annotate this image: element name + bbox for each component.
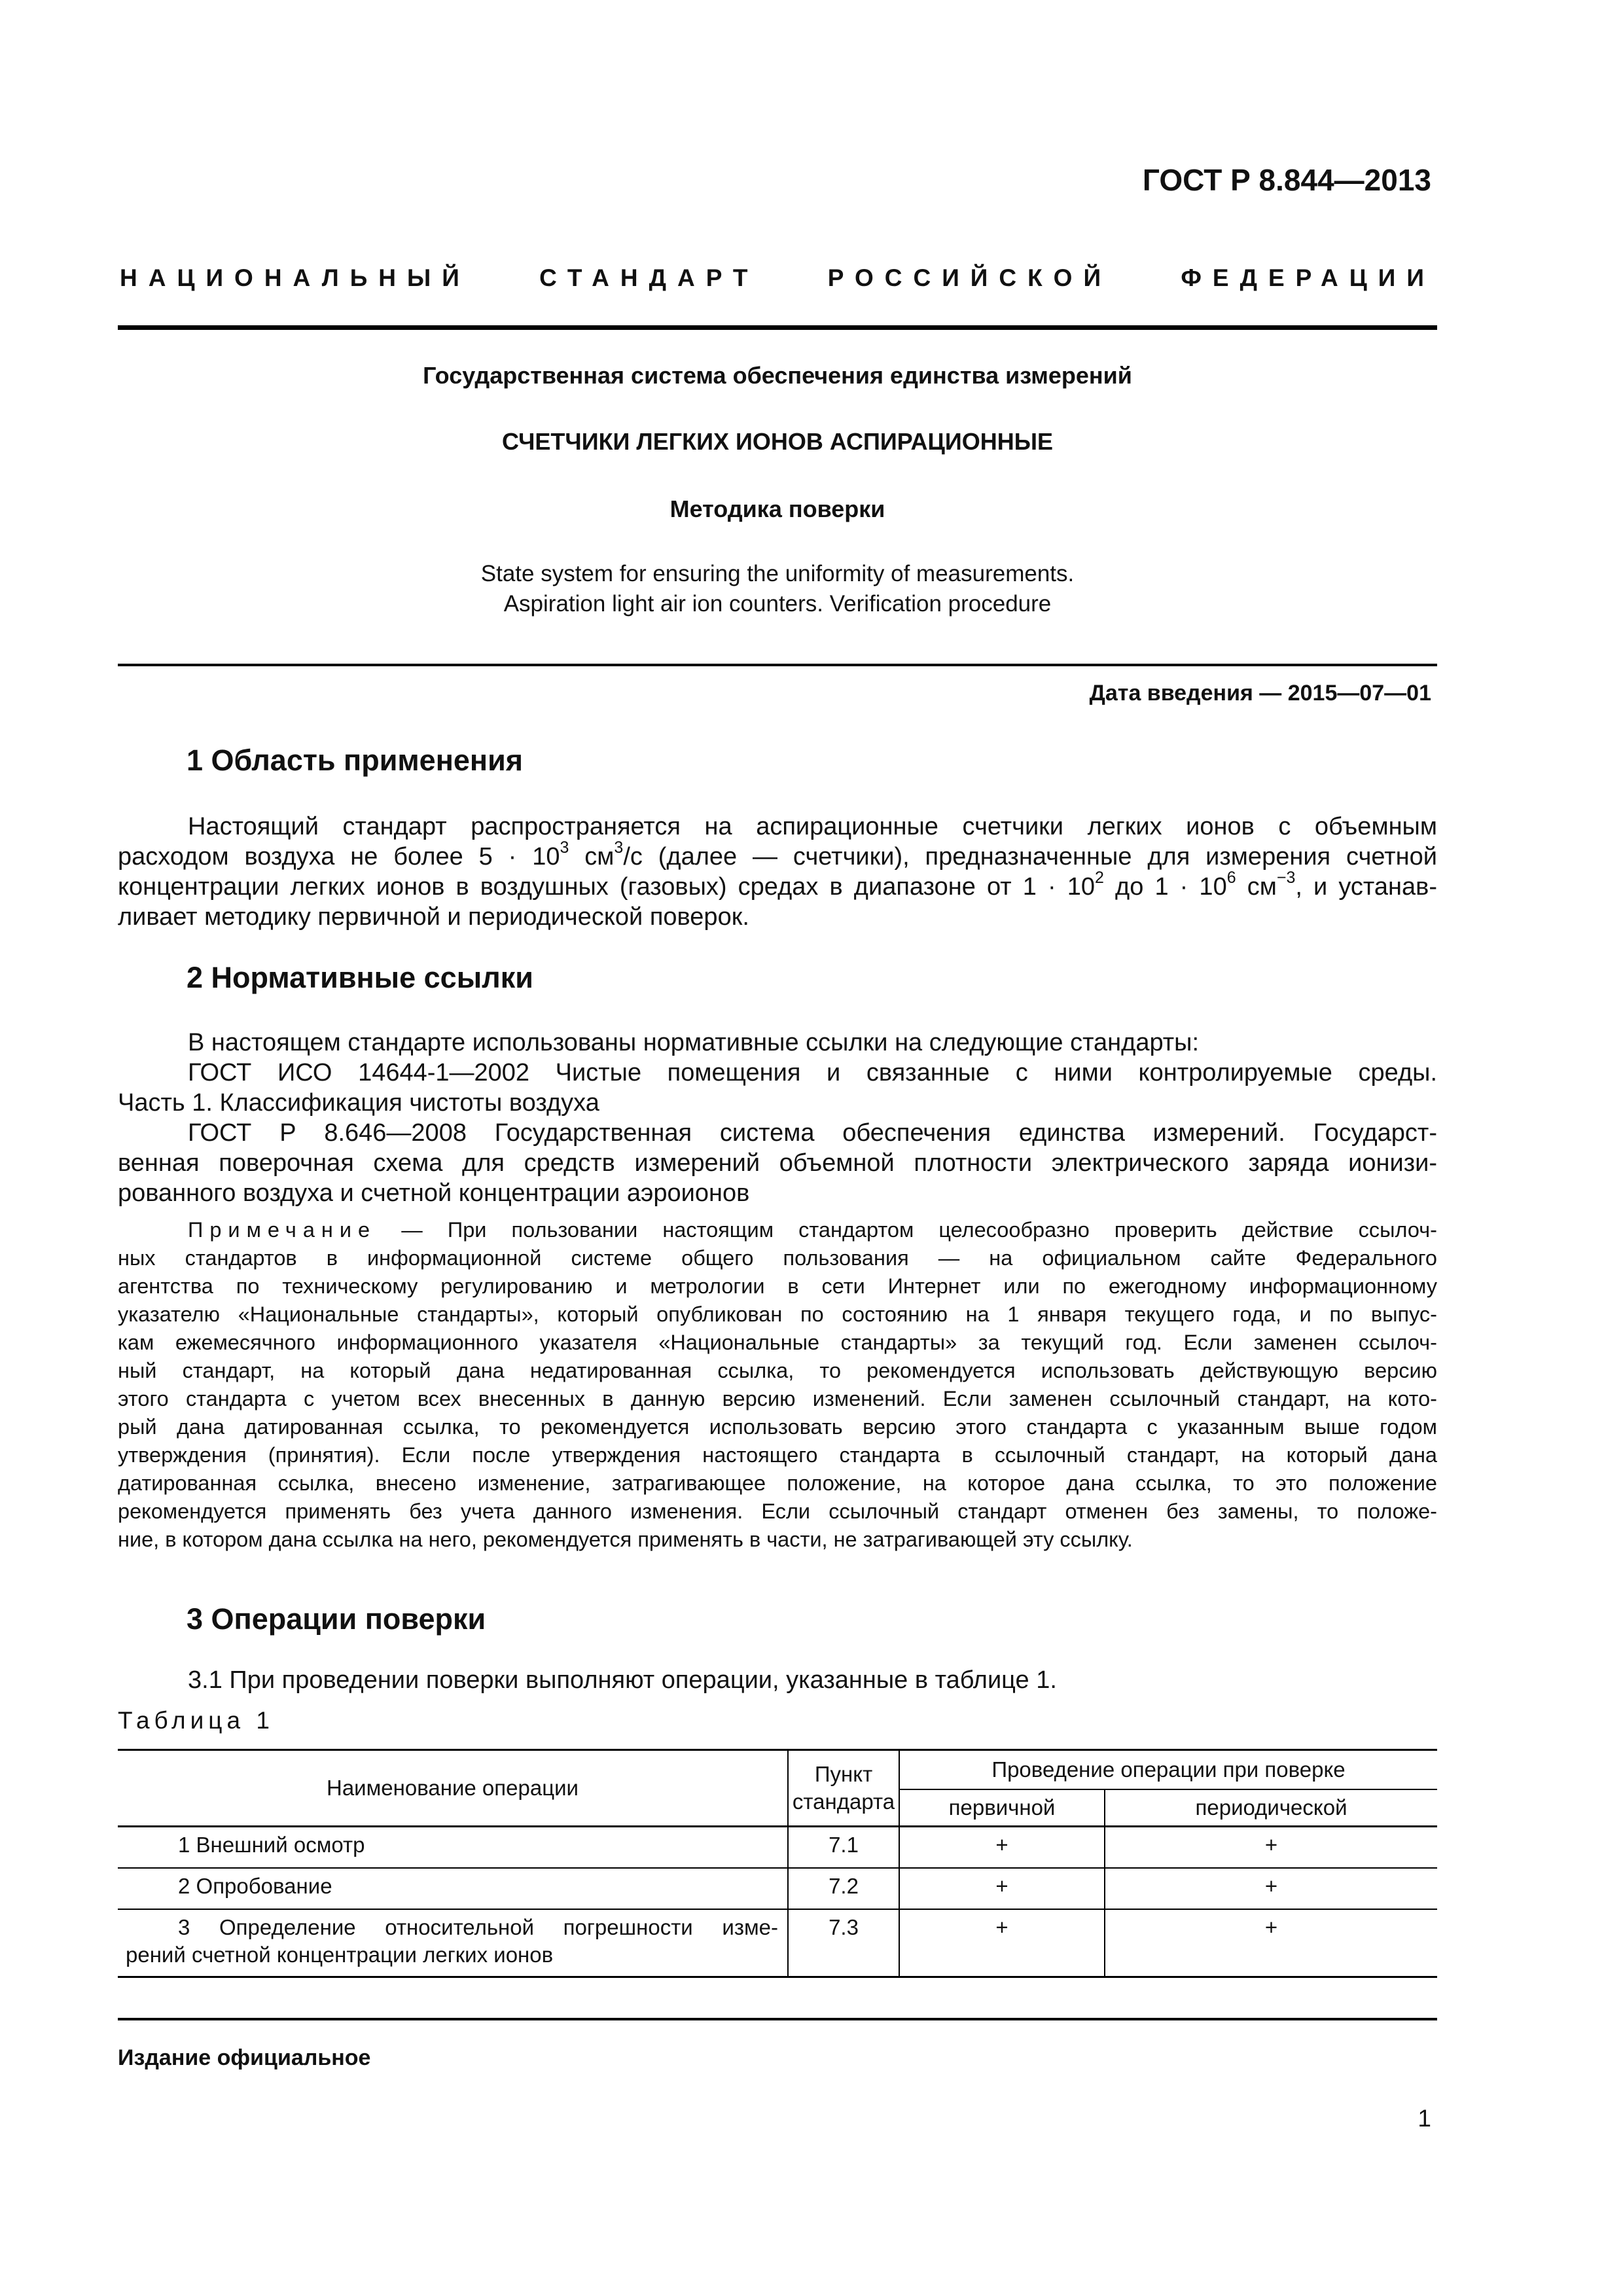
scope-line-2 — [118, 838, 1437, 872]
header-primary: первичной — [899, 1789, 1105, 1827]
note-paragraph — [118, 1216, 1437, 1554]
scope-line-4: ливает методику первичной и периодической поверок. — [118, 903, 749, 931]
primary-cell: + — [899, 1868, 1105, 1909]
periodic-cell: + — [1105, 1909, 1437, 1977]
note-line: рый дана датированная ссылка, то рекомендуется использовать версию этого стандарта с указанным выше годом — [118, 1415, 1437, 1439]
scope-line-3 — [118, 869, 1437, 902]
primary-cell: + — [899, 1909, 1105, 1977]
scope-text: расходом воздуха не более 5 · 10 — [118, 843, 560, 870]
periodic-cell: + — [1105, 1827, 1437, 1869]
operations-table — [118, 1749, 1437, 1978]
header-periodic: периодической — [1105, 1789, 1437, 1827]
scope-text: /с (далее — счетчики), предназначенные для измерения счетной — [623, 843, 1437, 870]
table-row — [118, 1827, 1437, 1869]
clause-cell: 7.1 — [788, 1827, 899, 1869]
exponent: 3 — [560, 838, 569, 857]
edition-label: Издание официальное — [118, 2045, 371, 2070]
primary-cell: + — [899, 1827, 1105, 1869]
note-line: агентства по техническому регулированию и метрологии в сети Интернет или по ежегодному информационному — [118, 1274, 1437, 1298]
operation-name-cell — [118, 1827, 788, 1869]
note-line: ние, в котором дана ссылка на него, рекомендуется применять в части, не затрагивающей эту ссылку. — [118, 1528, 1133, 1551]
header-operation-name: Наименование операции — [118, 1750, 788, 1827]
note-text: — При пользовании настоящим стандартом целесообразно проверить действие ссылоч- — [376, 1218, 1437, 1242]
scope-text: до 1 · 10 — [1103, 873, 1227, 901]
note-line: рекомендуется применять без учета данного изменения. Если ссылочный стандарт отменен без замены, то положе- — [118, 1499, 1437, 1523]
reference-line: Часть 1. Классификация чистоты воздуха — [118, 1089, 599, 1117]
top-divider — [118, 325, 1437, 330]
table-row — [118, 1868, 1437, 1909]
system-title: Государственная система обеспечения единства измерений — [423, 362, 1132, 389]
reference-line: ГОСТ ИСО 14644-1—2002 Чистые помещения и связанные с ними контролируемые среды. — [188, 1059, 1437, 1086]
document-title: СЧЕТЧИКИ ЛЕГКИХ ИОНОВ АСПИРАЦИОННЫЕ — [502, 428, 1053, 455]
section-1-heading: 1 Область применения — [187, 744, 524, 777]
exponent: 3 — [614, 838, 624, 857]
english-title-line-2: Aspiration light air ion counters. Verification procedure — [503, 591, 1052, 617]
exponent: 2 — [1095, 869, 1104, 888]
english-title-line-1: State system for ensuring the uniformity of measurements. — [480, 561, 1075, 586]
scope-paragraph — [118, 812, 1437, 932]
section-3-heading: 3 Операции поверки — [187, 1602, 486, 1636]
reference-line: ГОСТ Р 8.646—2008 Государственная система обеспечения единства измерений. Государст- — [188, 1119, 1437, 1147]
document-number: ГОСТ Р 8.844—2013 — [1142, 163, 1431, 197]
table-row — [118, 1909, 1437, 1977]
scope-text: см — [569, 843, 615, 870]
table-caption: Таблица 1 — [118, 1707, 274, 1734]
operation-name: 3 Определение относительной погрешности изме- — [178, 1915, 778, 1939]
clause-cell: 7.2 — [788, 1868, 899, 1909]
scope-text: см — [1236, 873, 1277, 901]
normative-references — [118, 1028, 1437, 1208]
scope-text: , и устанав- — [1295, 873, 1437, 901]
header-verification-group: Проведение операции при поверке — [899, 1750, 1437, 1790]
note-line: утверждения (принятия). Если после утверждения настоящего стандарта в ссылочный стандарт, на который дана — [118, 1443, 1437, 1467]
title-divider — [118, 664, 1437, 666]
note-line: кам ежемесячного информационного указателя «Национальные стандарты» за текущий год. Если заменен ссылоч- — [118, 1331, 1437, 1354]
operation-name-cell — [118, 1909, 788, 1977]
note-line: указателю «Национальные стандарты», который опубликован по состоянию на 1 января текущего года, и по выпус- — [118, 1302, 1437, 1326]
header-clause-line-2: стандарта — [792, 1789, 895, 1814]
clause-3-1: 3.1 При проведении поверки выполняют операции, указанные в таблице 1. — [188, 1666, 1057, 1694]
exponent: −3 — [1276, 869, 1296, 888]
footer-divider — [118, 2018, 1437, 2020]
document-subtitle: Методика поверки — [669, 495, 885, 522]
exponent: 6 — [1226, 869, 1236, 888]
note-line: ный стандарт, на который дана недатированная ссылка, то рекомендуется использовать действующую версию — [118, 1359, 1437, 1382]
reference-line: рованного воздуха и счетной концентрации аэроионов — [118, 1179, 750, 1207]
page-number: 1 — [1418, 2105, 1431, 2132]
operation-name: 1 Внешний осмотр — [178, 1833, 365, 1857]
operation-name: рений счетной концентрации легких ионов — [126, 1943, 554, 1967]
national-standard-banner: НАЦИОНАЛЬНЫЙ СТАНДАРТ РОССИЙСКОЙ ФЕДЕРАЦИИ — [120, 264, 1435, 291]
scope-line-1: Настоящий стандарт распространяется на аспирационные счетчики легких ионов с объемным — [188, 813, 1437, 840]
references-intro: В настоящем стандарте использованы нормативные ссылки на следующие стандарты: — [188, 1029, 1200, 1056]
operation-name: 2 Опробование — [178, 1874, 332, 1898]
note-label: Примечание — [188, 1218, 377, 1242]
scope-text: концентрации легких ионов в воздушных (газовых) средах в диапазоне от 1 · 10 — [118, 873, 1096, 901]
operation-name-cell — [118, 1868, 788, 1909]
introduction-date: Дата введения — 2015—07—01 — [1089, 681, 1431, 706]
periodic-cell: + — [1105, 1868, 1437, 1909]
note-line: датированная ссылка, внесено изменение, затрагивающее положение, на которое дана ссылка, то это положение — [118, 1471, 1437, 1495]
header-clause — [788, 1750, 899, 1827]
note-line: ных стандартов в информационной системе общего пользования — на официальном сайте Федерального — [118, 1246, 1437, 1270]
note-line — [118, 1216, 1437, 1244]
clause-cell: 7.3 — [788, 1909, 899, 1977]
section-2-heading: 2 Нормативные ссылки — [187, 961, 533, 994]
note-line: этого стандарта с учетом всех внесенных в данную версию изменений. Если заменен ссылочный стандарт, на кото- — [118, 1387, 1437, 1410]
reference-line: венная поверочная схема для средств измерений объемной плотности электрического заряда ионизи- — [118, 1149, 1437, 1177]
header-clause-line-1: Пункт — [814, 1762, 873, 1786]
